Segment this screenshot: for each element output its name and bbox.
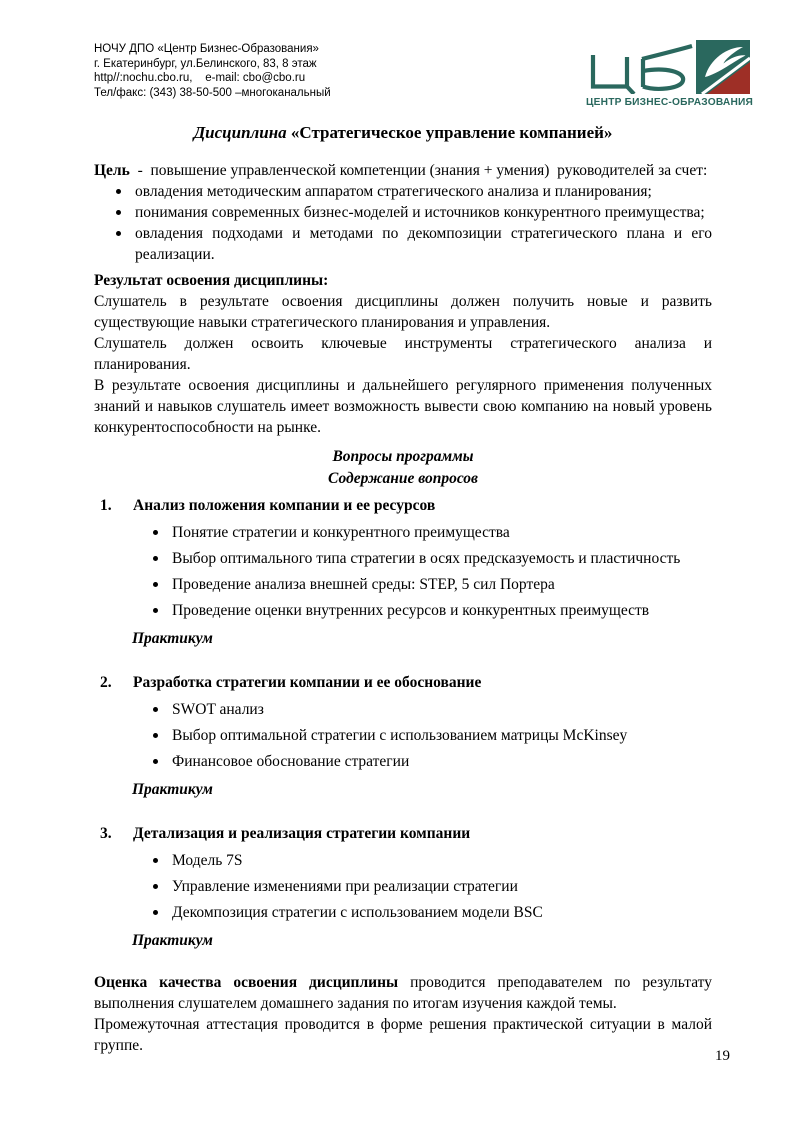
goal-bullet-list [94,181,712,265]
bullet-icon [153,556,158,561]
org-phone-line: Тел/факс: (343) 38-50-500 –многоканальный [94,86,331,99]
section-title: Анализ положения компании и ее ресурсов [133,497,436,514]
program-section-3 [94,823,712,951]
program-heading-line1: Вопросы программы [332,448,474,465]
list-item [94,600,712,621]
section-bullet-text: Финансовое обоснование стратегии [172,753,410,770]
list-item [94,725,712,746]
logo-caption: ЦЕНТР БИЗНЕС-ОБРАЗОВАНИЯ [586,97,754,108]
assessment-lead: Оценка качества освоения дисциплины [94,974,399,991]
section-bullet-text: Понятие стратегии и конкурентного преимущества [172,524,510,541]
section-number: 2. [100,674,112,691]
section-bullet-text: SWOT анализ [172,701,264,718]
section-number: 3. [100,825,112,842]
bullet-icon [116,210,121,215]
section-title-row [94,672,712,693]
assessment-block [94,972,712,1056]
practice-label: Практикум [132,781,213,798]
list-item [94,181,712,202]
section-title-row [94,495,712,516]
program-heading [94,446,712,490]
section-bullet-text: Управление изменениями при реализации стратегии [172,878,518,895]
section-bullet-text: Проведение оценки внутренних ресурсов и конкурентных преимуществ [172,602,650,619]
list-item [94,522,712,543]
assessment-paragraph-1 [94,972,712,1014]
bullet-icon [153,884,158,889]
list-item [94,223,712,265]
bullet-icon [153,707,158,712]
org-web-email-line: http//:nochu.cbo.ru, e-mail: cbo@cbo.ru [94,72,306,84]
goal-paragraph [94,160,712,181]
bullet-icon [153,733,158,738]
bullet-icon [116,231,121,236]
section-bullet-list [94,850,712,923]
goal-bullet-text: овладения методическим аппаратом стратегического анализа и планирования; [135,183,652,200]
section-bullet-text: Проведение анализа внешней среды: STEP, 5 сил Портера [172,576,555,593]
bullet-icon [153,582,158,587]
section-number: 1. [100,497,112,514]
program-section-1 [94,495,712,649]
program-section-2 [94,672,712,800]
goal-label: Цель [94,162,130,179]
list-item [94,876,712,897]
section-bullet-text: Выбор оптимальной стратегии с использованием матрицы McKinsey [172,727,628,744]
document-title [94,123,712,143]
section-bullet-text: Выбор оптимального типа стратегии в осях предсказуемость и пластичность [172,550,681,567]
list-item [94,574,712,595]
result-heading: Результат освоения дисциплины: [94,272,329,289]
bullet-icon [153,530,158,535]
page-header [94,42,494,100]
list-item [94,902,712,923]
assessment-lead-rest: проводится преподавателем по результату выполнения слушателем домашнего задания по итогам изучения каждой темы. [94,974,712,1012]
result-paragraph: Слушатель должен освоить ключевые инструменты стратегического анализа и планирования. [94,335,712,373]
goal-bullet-text: понимания современных бизнес-моделей и источников конкурентного преимущества; [135,204,705,221]
result-paragraph: В результате освоения дисциплины и дальнейшего регулярного применения полученных знаний и навыков слушатель имеет возможность вывести свою компанию на новый уровень конкурентоспособности на рынке. [94,377,712,436]
goal-text: повышение управленческой компетенции (знания + умения) руководителей за счет: [150,162,708,179]
program-heading-line2: Содержание вопросов [328,470,478,487]
section-title: Разработка стратегии компании и ее обоснование [133,674,482,691]
list-item [94,751,712,772]
title-discipline-label: Дисциплина [193,123,287,142]
practice-label: Практикум [132,932,213,949]
section-bullet-list [94,699,712,772]
bullet-icon [153,759,158,764]
section-bullet-text: Модель 7S [172,852,243,869]
goal-bullet-text: овладения подходами и методами по декомпозиции стратегического плана и его реализации. [135,225,712,263]
practice-label: Практикум [132,630,213,647]
assessment-paragraph-2: Промежуточная аттестация проводится в форме решения практической ситуации в малой группе. [94,1016,712,1054]
section-bullet-text: Декомпозиция стратегии с использованием модели BSC [172,904,543,921]
bullet-icon [116,189,121,194]
section-title-row [94,823,712,844]
page-number: 19 [715,1048,730,1064]
bullet-icon [153,910,158,915]
list-item [94,699,712,720]
section-title: Детализация и реализация стратегии компании [133,825,471,842]
section-bullet-list [94,522,712,621]
org-name-line: НОЧУ ДПО «Центр Бизнес-Образования» [94,43,319,55]
list-item [94,548,712,569]
bullet-icon [153,608,158,613]
title-course-name: «Стратегическое управление компанией» [286,123,613,142]
list-item [94,850,712,871]
bullet-icon [153,858,158,863]
org-address-line: г. Екатеринбург, ул.Белинского, 83, 8 этаж [94,57,317,70]
list-item [94,202,712,223]
result-paragraph: Слушатель в результате освоения дисциплины должен получить новые и развить существующие навыки стратегического планирования и управления. [94,293,712,331]
goal-separator: - [129,162,151,179]
